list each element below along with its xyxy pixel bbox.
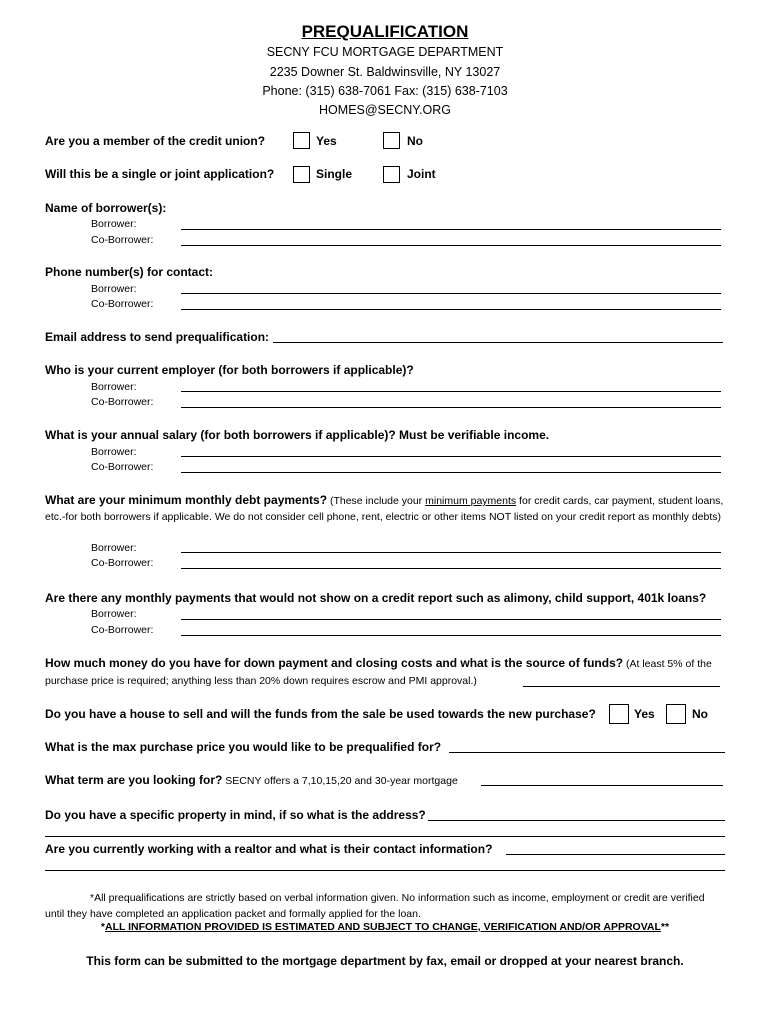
realtor-field-continued[interactable] xyxy=(45,870,725,871)
coborrower-name-field[interactable] xyxy=(181,245,721,246)
member-question: Are you a member of the credit union? xyxy=(45,134,266,148)
max-price-field[interactable] xyxy=(449,752,725,753)
down-payment-question xyxy=(45,656,712,670)
max-price-question: What is the max purchase price you would like to be prequalified for? xyxy=(45,740,442,754)
email-question: Email address to send prequalification: xyxy=(45,330,270,344)
application-type-question: Will this be a single or joint application? xyxy=(45,167,275,181)
disclaimer-text: *All prequalifications are strictly based on verbal information given. No information such as income, employment or credit are verified until they have completed an application packet and formally applied for the loan. xyxy=(45,892,705,920)
debt-note-part1: (These include your xyxy=(327,495,426,507)
down-payment-note-1: (At least 5% of the xyxy=(623,658,712,670)
page-title: PREQUALIFICATION xyxy=(301,22,469,41)
debt-question-bold: What are your minimum monthly debt payments? xyxy=(45,493,328,507)
borrower-debt-field[interactable] xyxy=(181,552,721,553)
term-question xyxy=(45,773,458,787)
term-field[interactable] xyxy=(481,785,723,786)
member-no-label: No xyxy=(407,134,423,148)
borrower-employer-field[interactable] xyxy=(181,391,721,392)
other-payments-question: Are there any monthly payments that would not show on a credit report such as alimony, child support, 401k loans? xyxy=(45,591,707,605)
coborrower-label: Co-Borrower: xyxy=(91,234,154,246)
house-sell-yes-checkbox[interactable] xyxy=(609,704,629,724)
approval-notice-text: ALL INFORMATION PROVIDED IS ESTIMATED AND SUBJECT TO CHANGE, VERIFICATION AND/OR APPROVAL xyxy=(104,921,661,933)
member-yes-label: Yes xyxy=(316,134,337,148)
coborrower-label: Co-Borrower: xyxy=(91,396,154,408)
coborrower-label: Co-Borrower: xyxy=(91,298,154,310)
debt-note-underlined: minimum payments xyxy=(425,495,517,507)
coborrower-debt-field[interactable] xyxy=(181,568,721,569)
coborrower-employer-field[interactable] xyxy=(181,407,721,408)
property-field[interactable] xyxy=(428,820,725,821)
email-line: HOMES@SECNY.ORG xyxy=(319,103,451,117)
approval-notice xyxy=(0,921,770,933)
coborrower-salary-field[interactable] xyxy=(181,472,721,473)
borrower-phone-field[interactable] xyxy=(181,293,721,294)
phone-fax-line: Phone: (315) 638-7061 Fax: (315) 638-7103 xyxy=(262,84,508,98)
realtor-question: Are you currently working with a realtor and what is their contact information? xyxy=(45,842,493,856)
house-sell-no-label: No xyxy=(692,707,708,721)
property-question: Do you have a specific property in mind, if so what is the address? xyxy=(45,808,426,822)
borrower-salary-field[interactable] xyxy=(181,456,721,457)
joint-label: Joint xyxy=(407,167,436,181)
borrower-name-field[interactable] xyxy=(181,229,721,230)
down-payment-question-bold: How much money do you have for down payment and closing costs and what is the source of funds? xyxy=(45,656,624,670)
coborrower-label: Co-Borrower: xyxy=(91,557,154,569)
house-sell-no-checkbox[interactable] xyxy=(666,704,686,724)
borrower-label: Borrower: xyxy=(91,381,137,393)
joint-checkbox[interactable] xyxy=(383,166,400,183)
approval-notice-suffix: ** xyxy=(660,921,670,933)
single-label: Single xyxy=(316,167,353,181)
borrower-label: Borrower: xyxy=(91,218,137,230)
realtor-field[interactable] xyxy=(506,854,725,855)
email-field[interactable] xyxy=(273,342,723,343)
borrower-other-payments-field[interactable] xyxy=(181,619,721,620)
coborrower-phone-field[interactable] xyxy=(181,309,721,310)
debt-note-part2: for credit cards, car payment, student loans, etc.-for both borrowers if applicable. We do not consider cell phone, rent, electric or other items NOT listed on your credit report as monthly debts) xyxy=(45,495,724,523)
address-line: 2235 Downer St. Baldwinsville, NY 13027 xyxy=(269,65,501,79)
borrower-label: Borrower: xyxy=(91,446,137,458)
department-name: SECNY FCU MORTGAGE DEPARTMENT xyxy=(266,45,504,59)
member-yes-checkbox[interactable] xyxy=(293,132,310,149)
single-checkbox[interactable] xyxy=(293,166,310,183)
borrower-names-question: Name of borrower(s): xyxy=(45,201,167,215)
debt-question xyxy=(45,492,725,525)
phone-question: Phone number(s) for contact: xyxy=(45,265,214,279)
submission-instructions: This form can be submitted to the mortgage department by fax, email or dropped at your nearest branch. xyxy=(86,954,684,968)
coborrower-label: Co-Borrower: xyxy=(91,461,154,473)
house-sell-yes-label: Yes xyxy=(634,707,655,721)
down-payment-field[interactable] xyxy=(523,686,720,687)
salary-question: What is your annual salary (for both borrowers if applicable)? Must be verifiable income. xyxy=(45,428,550,442)
coborrower-label: Co-Borrower: xyxy=(91,624,154,636)
term-question-bold: What term are you looking for? xyxy=(45,773,223,787)
borrower-label: Borrower: xyxy=(91,608,137,620)
down-payment-note-2: purchase price is required; anything less than 20% down requires escrow and PMI approval.) xyxy=(45,675,477,687)
approval-notice-prefix: * xyxy=(100,921,105,933)
coborrower-other-payments-field[interactable] xyxy=(181,635,721,636)
borrower-label: Borrower: xyxy=(91,542,137,554)
employer-question: Who is your current employer (for both borrowers if applicable)? xyxy=(45,363,414,377)
member-no-checkbox[interactable] xyxy=(383,132,400,149)
term-note: SECNY offers a 7,10,15,20 and 30-year mortgage xyxy=(222,775,458,787)
property-field-continued[interactable] xyxy=(45,836,725,837)
house-sell-question: Do you have a house to sell and will the funds from the sale be used towards the new purchase? xyxy=(45,707,596,721)
borrower-label: Borrower: xyxy=(91,283,137,295)
